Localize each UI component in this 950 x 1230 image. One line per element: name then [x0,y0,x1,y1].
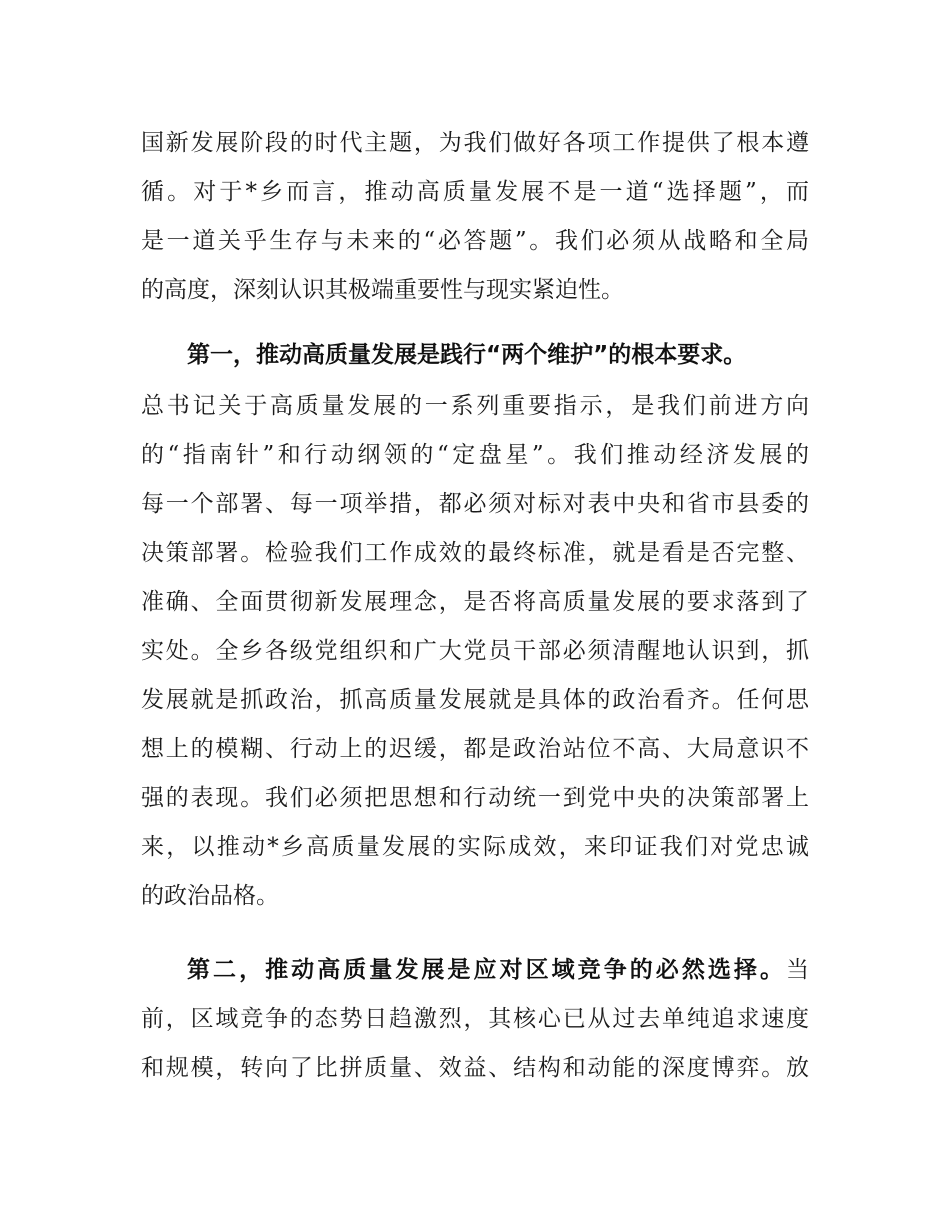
second-paragraph-heading: 第二，推动高质量发展是应对区域竞争的必然选择。 [187,957,786,983]
first-line-2: 的“指南针”和行动纲领的“定盘星”。我们推动经济发展的 [141,442,809,468]
first-line-11: 的政治品格。 [141,883,279,909]
first-line-1: 总书记关于高质量发展的一系列重要指示，是我们前进方向 [141,393,809,419]
intro-line-3: 是一道关乎生存与未来的“必答题”。我们必须从战略和全局 [141,228,809,254]
intro-line-4: 的高度，深刻认识其极端重要性与现实紧迫性。 [141,277,624,303]
first-line-3: 每一个部署、每一项举措，都必须对标对表中央和省市县委的 [141,491,809,517]
first-line-4: 决策部署。检验我们工作成效的最终标准，就是看是否完整、 [141,540,809,566]
intro-line-2: 循。对于*乡而言，推动高质量发展不是一道“选择题”，而 [141,179,809,205]
first-line-8: 想上的模糊、行动上的迟缓，都是政治站位不高、大局意识不 [141,736,809,762]
first-paragraph-heading-line [187,330,809,380]
first-line-10: 来，以推动*乡高质量发展的实际成效，来印证我们对党忠诚 [141,834,809,860]
first-line-6: 实处。全乡各级党组织和广大党员干部必须清醒地认识到，抓 [141,638,809,664]
first-line-9: 强的表现。我们必须把思想和行动统一到党中央的决策部署上 [141,785,809,811]
first-line-5: 准确、全面贯彻新发展理念，是否将高质量发展的要求落到了 [141,589,809,615]
first-line-7: 发展就是抓政治，抓高质量发展就是具体的政治看齐。任何思 [141,687,809,713]
intro-line-1: 国新发展阶段的时代主题，为我们做好各项工作提供了根本遵 [141,130,809,156]
second-line-1: 前，区域竞争的态势日趋激烈，其核心已从过去单纯追求速度 [141,1006,809,1032]
second-paragraph-heading-tail: 当 [786,957,809,983]
second-paragraph-heading-line [187,945,809,995]
second-line-2: 和规模，转向了比拼质量、效益、结构和动能的深度博弈。放 [141,1055,809,1081]
first-paragraph-heading: 第一，推动高质量发展是践行“两个维护”的根本要求。 [187,342,747,368]
